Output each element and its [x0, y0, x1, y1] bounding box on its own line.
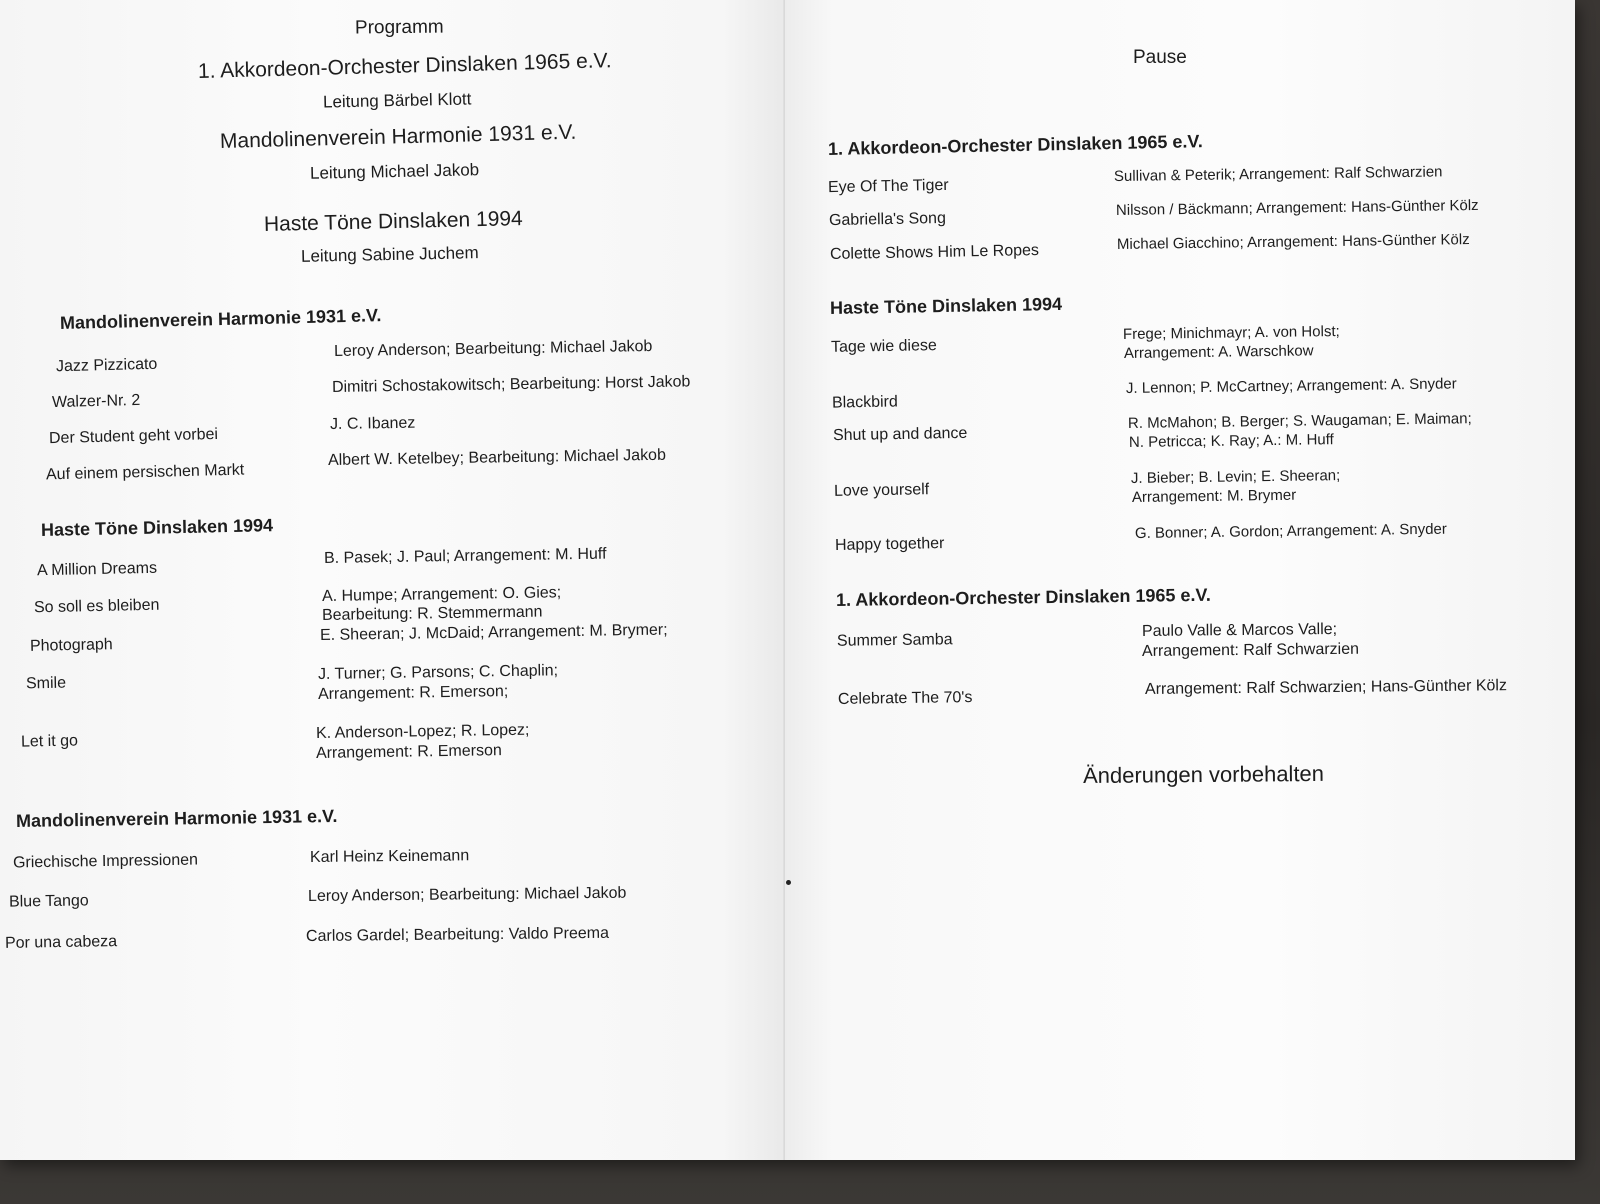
piece-composer: Karl Heinz Keinemann — [309, 847, 470, 866]
section-title: 1. Akkordeon-Orchester Dinslaken 1965 e.V. — [835, 584, 1211, 610]
piece-composer-line2: Arrangement: R. Emerson — [315, 742, 502, 762]
piece-composer: Leroy Anderson; Bearbeitung: Michael Jakob — [307, 884, 627, 905]
section-title: 1. Akkordeon-Orchester Dinslaken 1965 e.V. — [827, 131, 1203, 159]
left-page — [0, 0, 785, 1160]
piece-title: Celebrate The 70's — [837, 689, 973, 708]
piece-composer: Leroy Anderson; Bearbeitung: Michael Jakob — [333, 337, 653, 360]
piece-title: Walzer-Nr. 2 — [51, 391, 141, 412]
piece-composer-line2: N. Petricca; K. Ray; A.: M. Huff — [1128, 431, 1334, 451]
piece-title: Blackbird — [831, 393, 898, 412]
piece-title: Tage wie diese — [830, 337, 937, 356]
piece-title: Griechische Impressionen — [12, 851, 199, 872]
piece-title: Shut up and dance — [832, 424, 968, 445]
piece-composer: Arrangement: Ralf Schwarzien; Hans-Günther Kölz — [1144, 677, 1508, 698]
piece-composer-line2: Arrangement: A. Warschkow — [1123, 342, 1314, 362]
piece-title: Por una cabeza — [4, 933, 118, 952]
group-leader: Leitung Bärbel Klott — [322, 89, 472, 112]
piece-title: Der Student geht vorbei — [48, 425, 219, 448]
piece-title: Auf einem persischen Markt — [45, 461, 245, 484]
section-title: Haste Töne Dinslaken 1994 — [40, 515, 274, 540]
section-title: Haste Töne Dinslaken 1994 — [829, 293, 1063, 318]
group-leader: Leitung Sabine Juchem — [300, 243, 479, 266]
section-title: Mandolinenverein Harmonie 1931 e.V. — [15, 805, 338, 831]
piece-title: Happy together — [834, 535, 945, 554]
piece-title: Eye Of The Tiger — [827, 176, 949, 197]
piece-title: A Million Dreams — [36, 559, 158, 580]
ink-dot — [786, 880, 791, 885]
piece-composer: Carlos Gardel; Bearbeitung: Valdo Preema — [305, 924, 610, 945]
piece-composer: J. Turner; G. Parsons; C. Chaplin; — [317, 662, 559, 683]
piece-composer: J. C. Ibanez — [329, 414, 416, 433]
piece-composer: K. Anderson-Lopez; R. Lopez; — [315, 721, 530, 742]
piece-composer: Nilsson / Bäckmann; Arrangement: Hans-Günther Kölz — [1115, 196, 1479, 219]
piece-composer: B. Pasek; J. Paul; Arrangement: M. Huff — [323, 545, 607, 567]
piece-title: Blue Tango — [8, 892, 89, 911]
piece-composer-line2: Bearbeitung: R. Stemmermann — [321, 603, 543, 624]
piece-composer: Paulo Valle & Marcos Valle; — [1141, 620, 1338, 640]
piece-title: Smile — [25, 674, 67, 693]
piece-composer: A. Humpe; Arrangement: O. Gies; — [321, 584, 562, 605]
group-name: Mandolinenverein Harmonie 1931 e.V. — [219, 120, 577, 153]
piece-title: Jazz Pizzicato — [55, 355, 158, 376]
piece-composer: Dimitri Schostakowitsch; Bearbeitung: Horst Jakob — [331, 373, 691, 396]
piece-composer: R. McMahon; B. Berger; S. Waugaman; E. Maiman; — [1127, 410, 1472, 432]
piece-title: Let it go — [20, 732, 79, 751]
right-page — [785, 0, 1575, 1160]
piece-title: Summer Samba — [836, 631, 953, 650]
piece-title: Colette Shows Him Le Ropes — [829, 241, 1040, 264]
piece-composer: Michael Giacchino; Arrangement: Hans-Günther Kölz — [1116, 231, 1470, 253]
piece-composer: Albert W. Ketelbey; Bearbeitung: Michael Jakob — [327, 446, 667, 469]
piece-composer-line2: Arrangement: R. Emerson; — [317, 683, 509, 703]
piece-composer: J. Bieber; B. Levin; E. Sheeran; — [1130, 467, 1341, 487]
piece-title: So soll es bleiben — [33, 596, 160, 617]
section-title: Mandolinenverein Harmonie 1931 e.V. — [59, 305, 382, 333]
piece-composer-line2: Arrangement: Ralf Schwarzien — [1141, 640, 1360, 660]
piece-title: Photograph — [29, 636, 113, 655]
program-heading: Programm — [354, 16, 444, 39]
piece-composer: J. Lennon; P. McCartney; Arrangement: A. Snyder — [1125, 375, 1457, 397]
piece-composer: E. Sheeran; J. McDaid; Arrangement: M. Brymer; — [319, 621, 668, 644]
piece-composer: Frege; Minichmayr; A. von Holst; — [1122, 322, 1340, 343]
group-name: 1. Akkordeon-Orchester Dinslaken 1965 e.V. — [197, 49, 612, 83]
pause-heading: Pause — [1133, 47, 1187, 68]
piece-composer: G. Bonner; A. Gordon; Arrangement: A. Snyder — [1134, 520, 1447, 542]
piece-title: Gabriella's Song — [828, 209, 947, 230]
group-leader: Leitung Michael Jakob — [309, 160, 480, 183]
piece-composer-line2: Arrangement: M. Brymer — [1131, 486, 1297, 506]
group-name: Haste Töne Dinslaken 1994 — [263, 207, 523, 236]
piece-title: Love yourself — [833, 481, 930, 500]
footer-note: Änderungen vorbehalten — [1082, 760, 1325, 789]
piece-composer: Sullivan & Peterik; Arrangement: Ralf Schwarzien — [1113, 163, 1443, 185]
